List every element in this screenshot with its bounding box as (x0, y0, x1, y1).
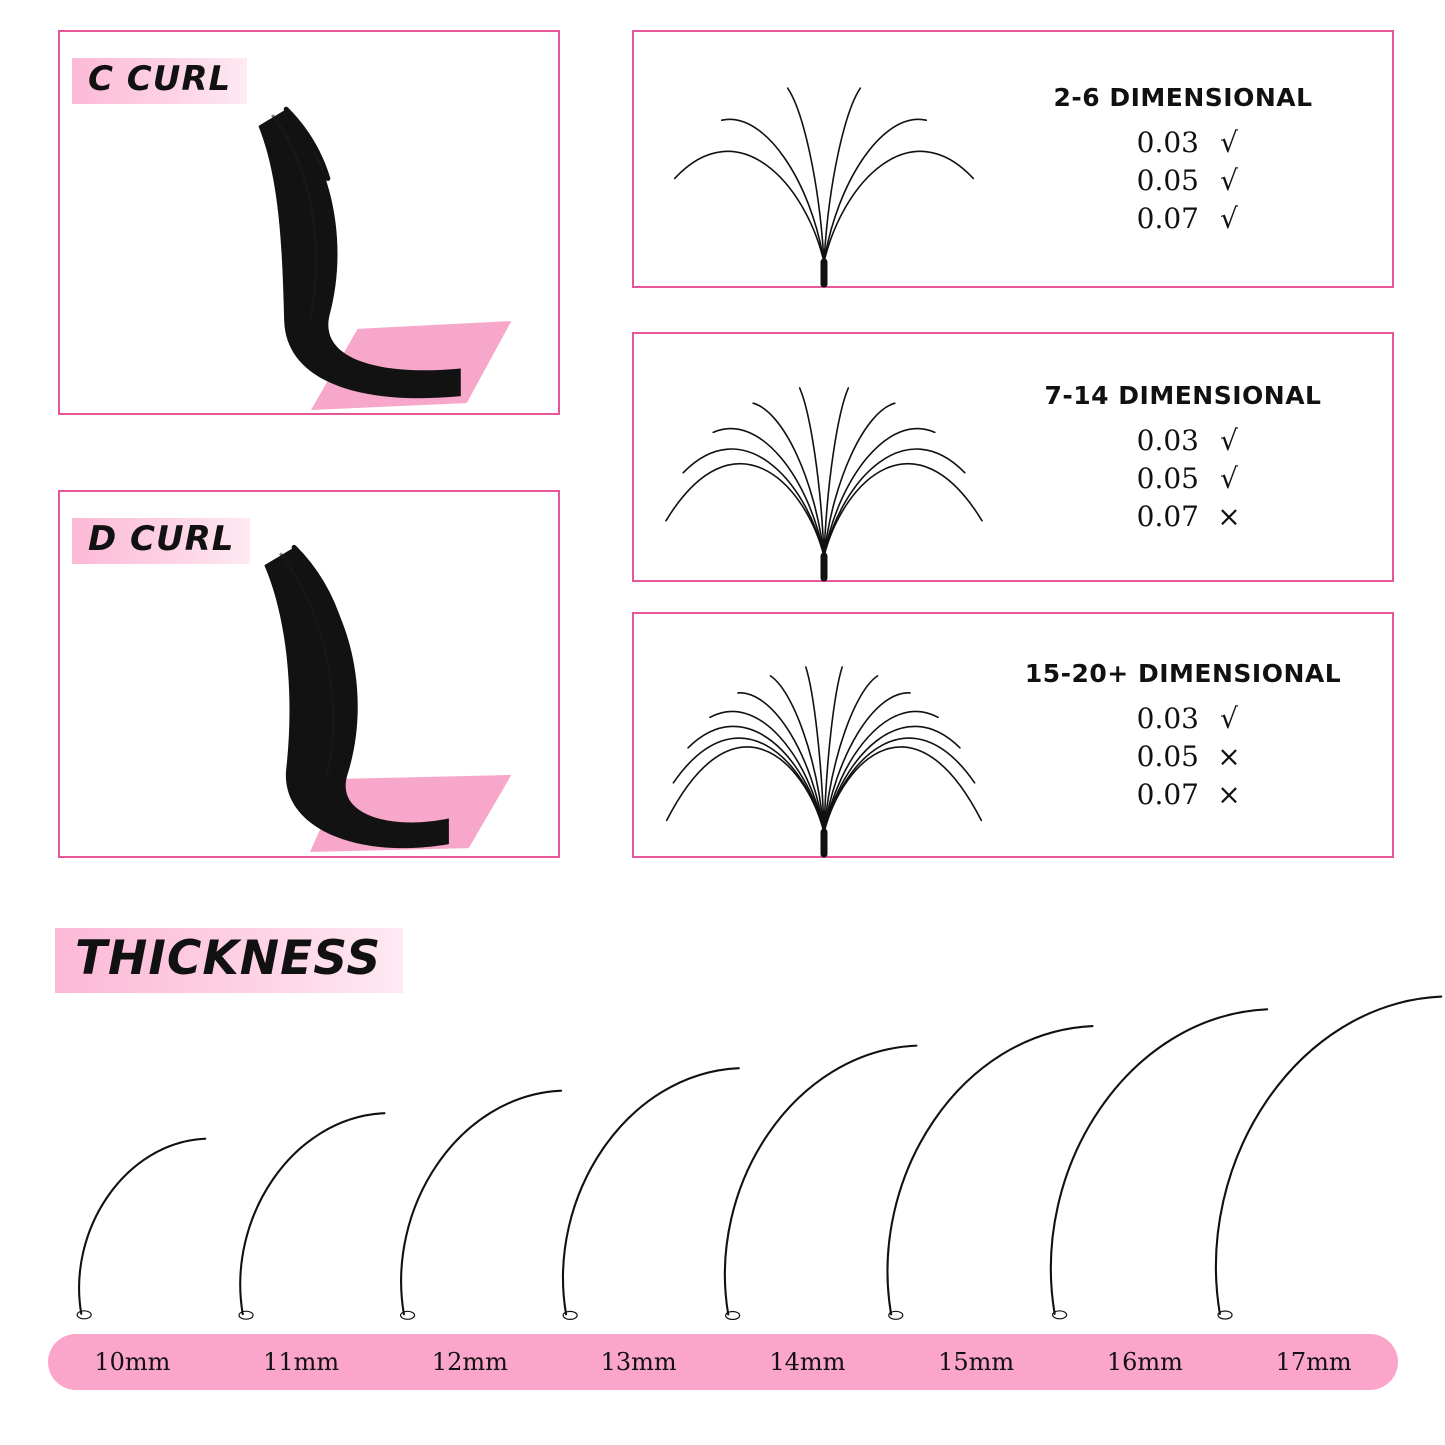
thickness-row (1107, 462, 1259, 495)
thickness-value: 0.07 (1136, 202, 1199, 235)
dimensional-info (984, 32, 1382, 286)
dimensional-info (984, 334, 1382, 580)
lash-size-bar (48, 1334, 1398, 1390)
lash-illustration (382, 1086, 565, 1320)
thickness-row (1107, 424, 1259, 457)
thickness-row (1107, 500, 1259, 533)
dimensional-title: 7-14 DIMENSIONAL (1044, 381, 1322, 410)
d-curl-panel (58, 490, 560, 858)
c-curl-label: C CURL (72, 58, 247, 104)
thickness-value: 0.05 (1136, 740, 1199, 773)
thickness-availability-list (1107, 424, 1259, 533)
lash-size-label: 11mm (263, 1348, 340, 1376)
thickness-availability-list (1107, 702, 1259, 811)
dimensional-panel-7-14 (632, 332, 1394, 582)
lash-illustration (64, 1135, 208, 1320)
availability-mark: √ (1220, 202, 1238, 235)
thickness-availability-list (1107, 126, 1259, 235)
lash-illustration (1189, 990, 1445, 1320)
dimensional-panel-2-6 (632, 30, 1394, 288)
availability-mark: × (1217, 778, 1241, 811)
thickness-section-label: THICKNESS (55, 928, 403, 993)
availability-mark: √ (1220, 462, 1238, 495)
lash-fan-icon (664, 614, 984, 856)
thickness-row (1107, 702, 1259, 735)
availability-mark: √ (1220, 126, 1238, 159)
lash-size-label: 15mm (938, 1348, 1015, 1376)
thickness-value: 0.03 (1136, 424, 1199, 457)
thickness-value: 0.03 (1136, 702, 1199, 735)
dimensional-title: 15-20+ DIMENSIONAL (1024, 659, 1342, 688)
availability-mark: × (1217, 740, 1241, 773)
thickness-row (1107, 126, 1259, 159)
thickness-value: 0.03 (1136, 126, 1199, 159)
availability-mark: × (1217, 500, 1241, 533)
thickness-row (1107, 164, 1259, 197)
availability-mark: √ (1220, 424, 1238, 457)
thickness-value: 0.07 (1136, 778, 1199, 811)
thickness-row (1107, 740, 1259, 773)
thickness-value: 0.07 (1136, 500, 1199, 533)
thickness-row (1107, 202, 1259, 235)
d-curl-label: D CURL (72, 518, 250, 564)
lash-size-label: 13mm (600, 1348, 677, 1376)
lash-size-label: 14mm (769, 1348, 846, 1376)
dimensional-info (984, 614, 1382, 856)
availability-mark: √ (1220, 164, 1238, 197)
lash-length-illustrations (0, 960, 1445, 1320)
dimensional-panel-15-20 (632, 612, 1394, 858)
lash-illustration (223, 1109, 388, 1320)
availability-mark: √ (1220, 702, 1238, 735)
thickness-row (1107, 778, 1259, 811)
lash-size-label: 17mm (1275, 1348, 1352, 1376)
lash-size-label: 12mm (431, 1348, 508, 1376)
lash-size-label: 10mm (94, 1348, 171, 1376)
lash-fan-icon (664, 32, 984, 286)
dimensional-title: 2-6 DIMENSIONAL (1053, 83, 1313, 112)
thickness-value: 0.05 (1136, 164, 1199, 197)
thickness-value: 0.05 (1136, 462, 1199, 495)
lash-size-label: 16mm (1106, 1348, 1183, 1376)
c-curl-panel (58, 30, 560, 415)
lash-fan-icon (664, 334, 984, 580)
